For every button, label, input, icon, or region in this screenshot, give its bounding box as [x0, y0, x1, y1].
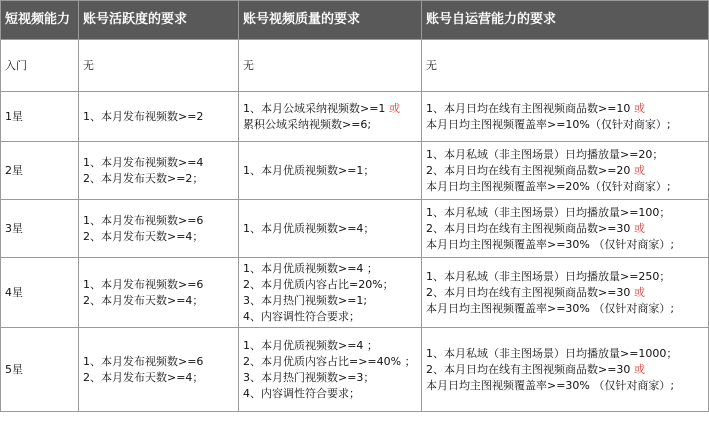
level-cell: 1星 [1, 92, 79, 142]
quality-cell [239, 40, 422, 92]
activity-line: 2、本月发布天数>=4； [83, 229, 204, 243]
level-cell: 入门 [1, 40, 79, 92]
requirement-text: 1、本月私域（非主图场景）日均播放量>=20； [426, 147, 664, 161]
requirement-text: 无 [243, 58, 254, 72]
self-op-cell [422, 328, 709, 412]
requirement-text: 1、本月私域（非主图场景）日均播放量>=250； [426, 269, 671, 283]
level-cell: 5星 [1, 328, 79, 412]
header-self-op: 账号自运营能力的要求 [422, 1, 709, 40]
activity-line: 1、本月发布视频数>=2 [83, 109, 204, 123]
table-row [1, 92, 709, 142]
activity-line: 1、本月发布视频数>=6 [83, 354, 204, 368]
requirement-text: 2、本月日均在线有主图视频商品数>=30 [426, 362, 634, 376]
or-label: 或 [633, 285, 645, 299]
quality-line [243, 386, 417, 402]
table-row [1, 142, 709, 200]
self-op-line [426, 346, 704, 362]
self-op-line [426, 378, 704, 394]
quality-cell [239, 258, 422, 328]
activity-cell [79, 258, 239, 328]
quality-line [243, 117, 417, 133]
self-op-line [426, 221, 704, 237]
requirement-text: 1、本月公域采纳视频数>=1 [243, 101, 389, 115]
requirement-text: 4、内容调性符合要求； [243, 386, 360, 400]
activity-cell [79, 200, 239, 258]
requirement-text: 1、本月私域（非主图场景）日均播放量>=1000； [426, 346, 678, 360]
activity-line: 1、本月发布视频数>=6 [83, 213, 204, 227]
self-op-line [426, 301, 704, 317]
self-op-cell [422, 142, 709, 200]
requirement-text: 无 [426, 58, 437, 72]
quality-line [243, 163, 417, 179]
self-op-line [426, 58, 704, 74]
self-op-line [426, 237, 704, 253]
self-op-line [426, 117, 704, 133]
quality-line [243, 293, 417, 309]
quality-line [243, 58, 417, 74]
requirement-text: 本月日均主图视频覆盖率>=20%（仅针对商家）; [426, 179, 671, 193]
requirement-text: 2、本月优质内容占比=>=40% ； [243, 354, 416, 368]
activity-line: 2、本月发布天数>=2； [83, 171, 204, 185]
self-op-line [426, 362, 704, 378]
activity-line: 1、本月发布视频数>=4 [83, 155, 204, 169]
quality-line [243, 309, 417, 325]
table-row [1, 258, 709, 328]
requirement-text: 1、本月优质视频数>=4 ； [243, 261, 378, 275]
activity-line: 1、本月发布视频数>=6 [83, 277, 204, 291]
level-cell: 3星 [1, 200, 79, 258]
activity-line: 2、本月发布天数>=4； [83, 293, 204, 307]
or-label: 或 [633, 221, 645, 235]
requirement-text: 累积公域采纳视频数>=6; [243, 117, 372, 131]
requirement-text: 本月日均主图视频覆盖率>=30% （仅针对商家）; [426, 378, 675, 392]
table-body [1, 40, 709, 412]
self-op-line [426, 101, 704, 117]
self-op-cell [422, 200, 709, 258]
or-label: 或 [633, 362, 645, 376]
quality-cell [239, 200, 422, 258]
header-quality: 账号视频质量的要求 [239, 1, 422, 40]
requirement-text: 3、本月热门视频数>=3； [243, 370, 375, 384]
quality-line [243, 277, 417, 293]
activity-line: 无 [83, 58, 94, 72]
self-op-cell [422, 92, 709, 142]
quality-line [243, 354, 417, 370]
requirement-text: 2、本月优质内容占比=20%； [243, 277, 394, 291]
requirement-text: 3、本月热门视频数>=1; [243, 293, 368, 307]
quality-line [243, 221, 417, 237]
requirement-text: 1、本月优质视频数>=4 ； [243, 338, 378, 352]
requirement-text: 1、本月优质视频数>=1； [243, 163, 375, 177]
self-op-cell [422, 258, 709, 328]
requirement-text: 1、本月优质视频数>=4； [243, 221, 375, 235]
table-row [1, 328, 709, 412]
activity-cell [79, 40, 239, 92]
activity-cell [79, 92, 239, 142]
quality-cell [239, 142, 422, 200]
self-op-line [426, 269, 704, 285]
requirement-text: 1、本月私域（非主图场景）日均播放量>=100； [426, 205, 671, 219]
activity-line: 2、本月发布天数>=4； [83, 370, 204, 384]
requirement-text: 2、本月日均在线有主图视频商品数>=20 [426, 163, 634, 177]
table-row [1, 40, 709, 92]
header-level: 短视频能力 [1, 1, 79, 40]
table-row [1, 200, 709, 258]
quality-line [243, 338, 417, 354]
self-op-line [426, 179, 704, 195]
requirement-text: 本月日均主图视频覆盖率>=10%（仅针对商家）; [426, 117, 671, 131]
self-op-line [426, 285, 704, 301]
requirement-text: 2、本月日均在线有主图视频商品数>=30 [426, 221, 634, 235]
requirement-text: 4、内容调性符合要求； [243, 309, 360, 323]
or-label: 或 [633, 101, 645, 115]
level-cell: 4星 [1, 258, 79, 328]
requirement-text: 本月日均主图视频覆盖率>=30% （仅针对商家）; [426, 301, 675, 315]
quality-line [243, 370, 417, 386]
quality-cell [239, 92, 422, 142]
or-label: 或 [633, 163, 645, 177]
level-cell: 2星 [1, 142, 79, 200]
activity-cell [79, 328, 239, 412]
header-row [1, 1, 709, 40]
quality-line [243, 101, 417, 117]
quality-cell [239, 328, 422, 412]
header-activity: 账号活跃度的要求 [79, 1, 239, 40]
or-label: 或 [388, 101, 400, 115]
requirement-text: 本月日均主图视频覆盖率>=30% （仅针对商家）; [426, 237, 675, 251]
self-op-cell [422, 40, 709, 92]
requirement-text: 1、本月日均在线有主图视频商品数>=10 [426, 101, 634, 115]
activity-cell [79, 142, 239, 200]
self-op-line [426, 147, 704, 163]
quality-line [243, 261, 417, 277]
self-op-line [426, 205, 704, 221]
self-op-line [426, 163, 704, 179]
requirement-text: 2、本月日均在线有主图视频商品数>=30 [426, 285, 634, 299]
